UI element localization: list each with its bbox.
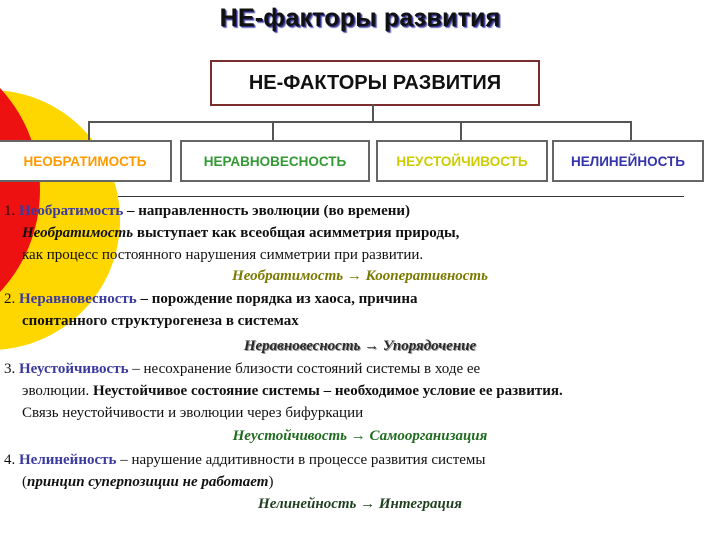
root-box-label: НЕ-ФАКТОРЫ РАЗВИТИЯ (248, 71, 502, 94)
consequence-2: Неравновесность → Упорядочение (243, 338, 477, 354)
section-3-line-1: 3. Неустойчивость – несохранение близости состояний системы в ходе ее (4, 361, 481, 377)
arrow-right-icon: → (346, 268, 362, 284)
section-2-line-1: 2. Неравновесность – порождение порядка из хаоса, причина (4, 291, 418, 307)
separator-line (118, 196, 684, 197)
factor-box-instability (376, 140, 548, 182)
connector-drop-2 (272, 121, 274, 140)
consequence-4: Нелинейность → Интеграция (258, 496, 462, 512)
factor-label: НЕЛИНЕЙНОСТЬ (571, 153, 685, 169)
consequence-1: Необратимость → Кооперативность (232, 268, 488, 284)
factor-box-nonlinearity (552, 140, 704, 182)
section-4-line-1: 4. Нелинейность – нарушение аддитивности в процессе развития системы (4, 452, 486, 468)
consequence-3: Неустойчивость → Самоорганизация (232, 428, 488, 444)
term-nonlinearity: Нелинейность (19, 452, 117, 468)
term-irreversibility: Необратимость (19, 203, 124, 219)
term-instability: Неустойчивость (19, 361, 129, 377)
arrow-right-icon: → (364, 338, 380, 354)
factor-label: НЕОБРАТИМОСТЬ (23, 153, 147, 169)
connector-drop-1 (88, 121, 90, 140)
section-3-line-3: Связь неустойчивости и эволюции через бифуркации (22, 405, 364, 421)
root-box (210, 60, 540, 106)
factor-box-nonequilibrium (180, 140, 370, 182)
connector-vertical-main (372, 104, 374, 122)
factor-box-irreversibility (0, 140, 172, 182)
arrow-right-icon: → (360, 496, 376, 512)
section-1-line-3: как процесс постоянного нарушения симметрии при развитии. (22, 247, 424, 263)
connector-drop-4 (630, 121, 632, 140)
factor-label: НЕУСТОЙЧИВОСТЬ (396, 153, 528, 169)
arrow-right-icon: → (350, 428, 366, 444)
section-3-line-2: эволюции. Неустойчивое состояние системы – необходимое условие ее развития. (22, 383, 563, 399)
section-4-line-2: (принцип суперпозиции не работает) (22, 474, 274, 490)
section-1-line-1: 1. Необратимость – направленность эволюции (во времени) (4, 203, 411, 219)
section-2-line-2: спонтанного структурогенеза в системах (22, 313, 299, 329)
connector-horizontal (88, 121, 632, 123)
page-title: НЕ-факторы развития (219, 4, 501, 32)
connector-drop-3 (460, 121, 462, 140)
factor-label: НЕРАВНОВЕСНОСТЬ (203, 153, 347, 169)
section-1-line-2: Необратимость выступает как всеобщая асимметрия природы, (22, 225, 460, 241)
term-nonequilibrium: Неравновесность (19, 291, 137, 307)
